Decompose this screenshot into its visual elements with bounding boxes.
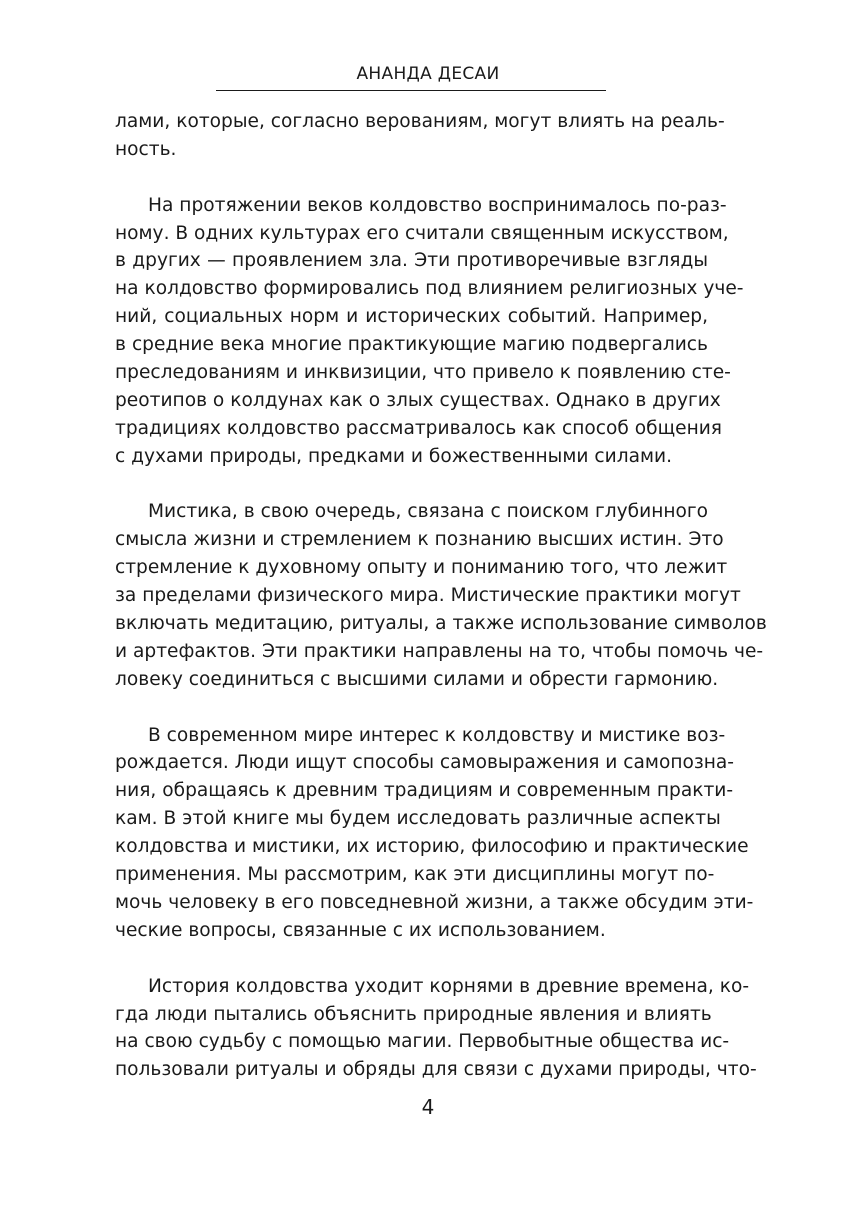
- text-line: В современном мире интерес к колдовству и мистике воз-: [148, 724, 726, 746]
- text-line: ния, обращаясь к древним традициям и современным практи-: [115, 780, 734, 802]
- text-line: с духами природы, предками и божественными силами.: [115, 445, 672, 467]
- text-line: за пределами физического мира. Мистические практики могут: [115, 585, 741, 607]
- text-line: и артефактов. Эти практики направлены на то, чтобы помочь че-: [115, 640, 764, 662]
- text-line: на свою судьбу с помощью магии. Первобытные общества ис-: [115, 1031, 730, 1053]
- paragraph-gap: [115, 694, 708, 722]
- paragraph: [115, 192, 744, 471]
- text-line: мочь человеку в его повседневной жизни, а также обсудим эти-: [115, 891, 754, 913]
- text-line: гда люди пытались объяснить природные явления и влиять: [115, 1003, 712, 1025]
- running-head: АНАНДА ДЕСАИ: [356, 64, 500, 84]
- paragraph-gap: [115, 945, 708, 973]
- text-line: в средние века многие практикующие магию подвергались: [115, 334, 708, 356]
- text-line: стремление к духовному опыту и пониманию того, что лежит: [115, 557, 728, 579]
- text-line: на колдовство формировались под влиянием религиозных уче-: [115, 278, 744, 300]
- text-line: История колдовства уходит корнями в древние времена, ко-: [148, 975, 750, 997]
- text-line: ческие вопросы, связанные с их использованием.: [115, 919, 606, 941]
- text-line: ловеку соединиться с высшими силами и обрести гармонию.: [115, 668, 719, 690]
- text-line: в других — проявлением зла. Эти противоречивые взгляды: [115, 250, 708, 272]
- text-line: Мистика, в свою очередь, связана с поиском глубинного: [148, 501, 709, 523]
- text-line: пользовали ритуалы и обряды для связи с духами природы, что-: [115, 1059, 757, 1081]
- text-line: традициях колдовство рассматривалось как способ общения: [115, 417, 722, 439]
- paragraph-gap: [115, 164, 708, 192]
- paragraph: [115, 498, 767, 693]
- paragraph-gap: [115, 471, 708, 499]
- text-line: ность.: [115, 138, 177, 160]
- header-rule: [216, 90, 606, 91]
- paragraph: [115, 108, 725, 164]
- text-line: рождается. Люди ищут способы самовыражения и самопозна-: [115, 752, 734, 774]
- text-line: ному. В одних культурах его считали священным искусством,: [115, 222, 729, 244]
- text-line: ний, социальных норм и исторических событий. Например,: [115, 306, 708, 328]
- text-line: На протяжении веков колдовство воспринималось по-раз-: [148, 194, 727, 216]
- text-line: кам. В этой книге мы будем исследовать различные аспекты: [115, 808, 721, 830]
- text-line: реотипов о колдунах как о злых существах. Однако в других: [115, 389, 721, 411]
- paragraph: [115, 973, 757, 1085]
- text-line: преследованиям и инквизиции, что привело к появлению сте-: [115, 362, 731, 384]
- page-number: 4: [421, 1095, 435, 1119]
- text-line: включать медитацию, ритуалы, а также использование символов: [115, 613, 767, 635]
- paragraph: [115, 722, 754, 945]
- text-line: колдовства и мистики, их историю, философию и практические: [115, 836, 749, 858]
- text-line: лами, которые, согласно верованиям, могут влиять на реаль-: [115, 111, 725, 132]
- text-line: смысла жизни и стремлением к познанию высших истин. Это: [115, 529, 724, 551]
- body-text: [115, 108, 767, 1084]
- text-line: применения. Мы рассмотрим, как эти дисциплины могут по-: [115, 864, 715, 886]
